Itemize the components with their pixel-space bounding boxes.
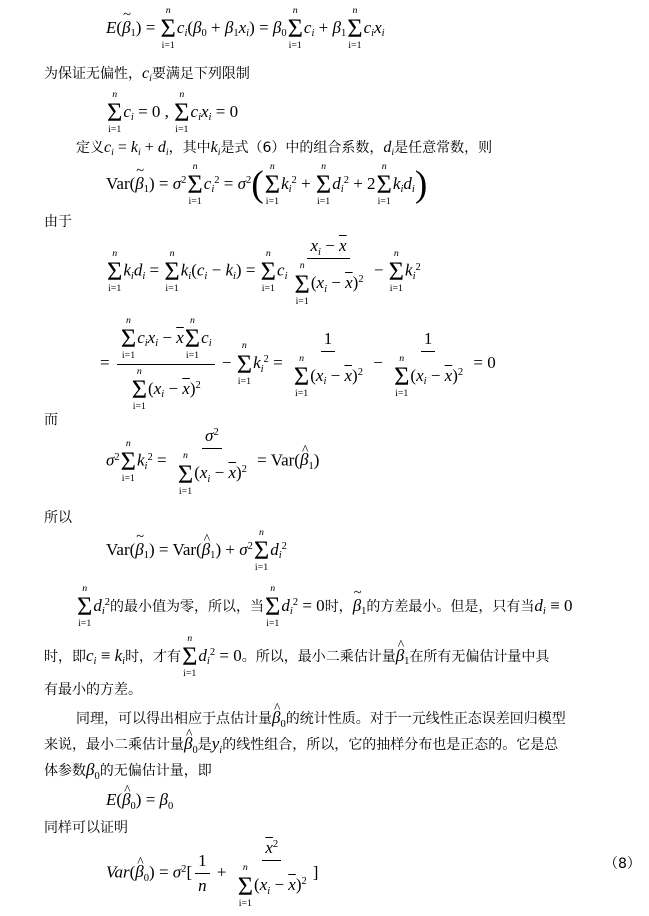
- text-fragment: 同理，可以得出相应于点估计量: [76, 711, 272, 727]
- text-fragment: 体参数: [44, 763, 86, 779]
- text-paragraph2-line2: 来说，最小二乘估计量^ $\beta_0$是$y_i$的线性组合，所以，它的抽样分布也是正态的。它是总: [44, 734, 558, 754]
- var-operator: Var: [106, 173, 130, 193]
- var-operator-italic: Var: [106, 862, 130, 882]
- text-fragment: 时，: [324, 598, 353, 615]
- text-fragment: 的最小值为零，所以，当: [110, 598, 265, 615]
- sum-upper-limit: n: [165, 5, 171, 16]
- equation-variance-relation: Var(~ $\beta_1$) = Var(^ $\beta_1) + \sigma^2$ n Σ i=1 $d_i^2$: [106, 528, 287, 574]
- text-youyu: 由于: [44, 214, 72, 230]
- text-line-unbiasedness: 为保证无偏性，$c_i$要满足下列限制: [44, 65, 250, 85]
- text-fragment: 时，即: [44, 648, 86, 665]
- text-fragment: ，其中: [168, 140, 211, 156]
- text-fragment: 的线性组合，所以，它的抽样分布也是正态的。它是总: [222, 737, 559, 753]
- text-suoyi: 所以: [44, 510, 72, 526]
- text-fragment: 来说，最小二乘估计量: [44, 737, 184, 753]
- text-line-definition: 定义$c_i = k_i + d_i$，其中$k_i$是式（6）中的组合系数，$d_i$是任意常数，则: [76, 139, 493, 159]
- text-paragraph-line1: n Σ i=1 $d_i^2$的最小值为零，所以，当 n Σ i=1 $d_i^2 = 0$时，~ $\beta_1$的方差最小。但是，只有当$d_i \equiv 0$: [76, 584, 572, 630]
- text-fragment: 是: [197, 737, 212, 753]
- equation-sum-kd-continued: = n Σ i=1 $c_ix_i - \overline{x}$ n Σ i=1 $c_i$ n Σ i=1 $(x_i - \overline{x})^2$ − n Σ i=1 $k_i^2$ = 1 n Σ i=1 $(x_i - \overline{x})^2$ − 1 n Σ i=1 $(x_i - \overline{x})^2$ = 0: [100, 315, 496, 413]
- text-fragment: 的统计性质。对于一元线性正态误差回归模型: [285, 711, 566, 727]
- text-fragment: 的无偏估计量，即: [99, 763, 212, 779]
- equation-expectation-beta1-tilde: E(~ $\beta_1$) = n Σ i=1 $c_i(\beta_0 + \beta_1x_i) = \beta_0$ n Σ i=1 $c_i + \beta_1$ n Σ i=1 $c_ix_i$: [106, 6, 385, 52]
- equation-variance-beta1-hat: $\sigma^2$ n Σ i=1 $k_i^2$ = $\sigma^2$ n Σ i=1 $(x_i - \overline{x})^2$ = Var(^ $\beta_1$): [106, 426, 319, 497]
- equation-expectation-beta0-hat: E(^ $\beta_0) = \beta_0$: [106, 790, 173, 810]
- text-fragment: 的方差最小。但是，只有当: [366, 598, 535, 615]
- equation-sum-kd: n Σ i=1 $k_id_i$ = n Σ i=1 $k_i(c_i - k_i)$ = n Σ i=1 $c_i$ $x_i - \overline{x}$ n Σ i=1 $(x_i - \overline{x})^2$ − n Σ i=1 $k_i^2$: [107, 236, 421, 307]
- equation-variance-beta1-tilde: Var(~ $\beta_1) = \sigma^2$ n Σ i=1 $c_i^2 = \sigma^2$( n Σ i=1 $k_i^2$ + n Σ i=1 $d_i^2 + 2$ n Σ i=1 $k_id_i$): [106, 162, 427, 208]
- text-fragment: 。所以，最小二乘估计量: [241, 648, 396, 665]
- text-paragraph-line2: 时，即$c_i \equiv k_i$时，才有 n Σ i=1 $d_i^2 = 0$。所以，最小二乘估计量^ $\beta_1$在所有无偏估计量中具: [44, 634, 549, 680]
- text-tongyang: 同样可以证明: [44, 820, 128, 836]
- text-paragraph2-line1: 同理，可以得出相应于点估计量^ $\beta_0$的统计性质。对于一元线性正态误差回归模型: [76, 708, 566, 728]
- text-er: 而: [44, 412, 58, 428]
- text-fragment: 是式（6）中的组合系数，: [220, 140, 384, 156]
- text-paragraph-line3: 有最小的方差。: [44, 682, 142, 698]
- equation-constraints: n Σ i=1 $c_i = 0$ , n Σ i=1 $c_ix_i = 0$: [107, 89, 239, 136]
- equation-variance-beta0-hat: Var(^ $\beta_0) = \sigma^2$[ $\frac{1}{n}$ + $\overline{x}^2$ n Σ i=1 $(x_i - \overline{x})^2$ ]: [106, 838, 318, 909]
- text-fragment: 在所有无偏估计量中具: [409, 648, 550, 665]
- fraction-numerator: 1: [321, 329, 336, 352]
- text-fragment: 定义: [76, 140, 104, 156]
- equation-number: （8）: [604, 856, 641, 872]
- text-fragment: 时，才有: [125, 648, 182, 665]
- result-zero: 0: [487, 353, 496, 373]
- text-fragment: 是任意常数，则: [394, 140, 493, 156]
- text-fragment: 为保证无偏性，: [44, 66, 142, 82]
- text-fragment: 要满足下列限制: [151, 66, 250, 82]
- text-paragraph2-line3: 体参数$\beta_0$的无偏估计量，即: [44, 760, 212, 782]
- sum-lower-limit: i=1: [161, 40, 175, 52]
